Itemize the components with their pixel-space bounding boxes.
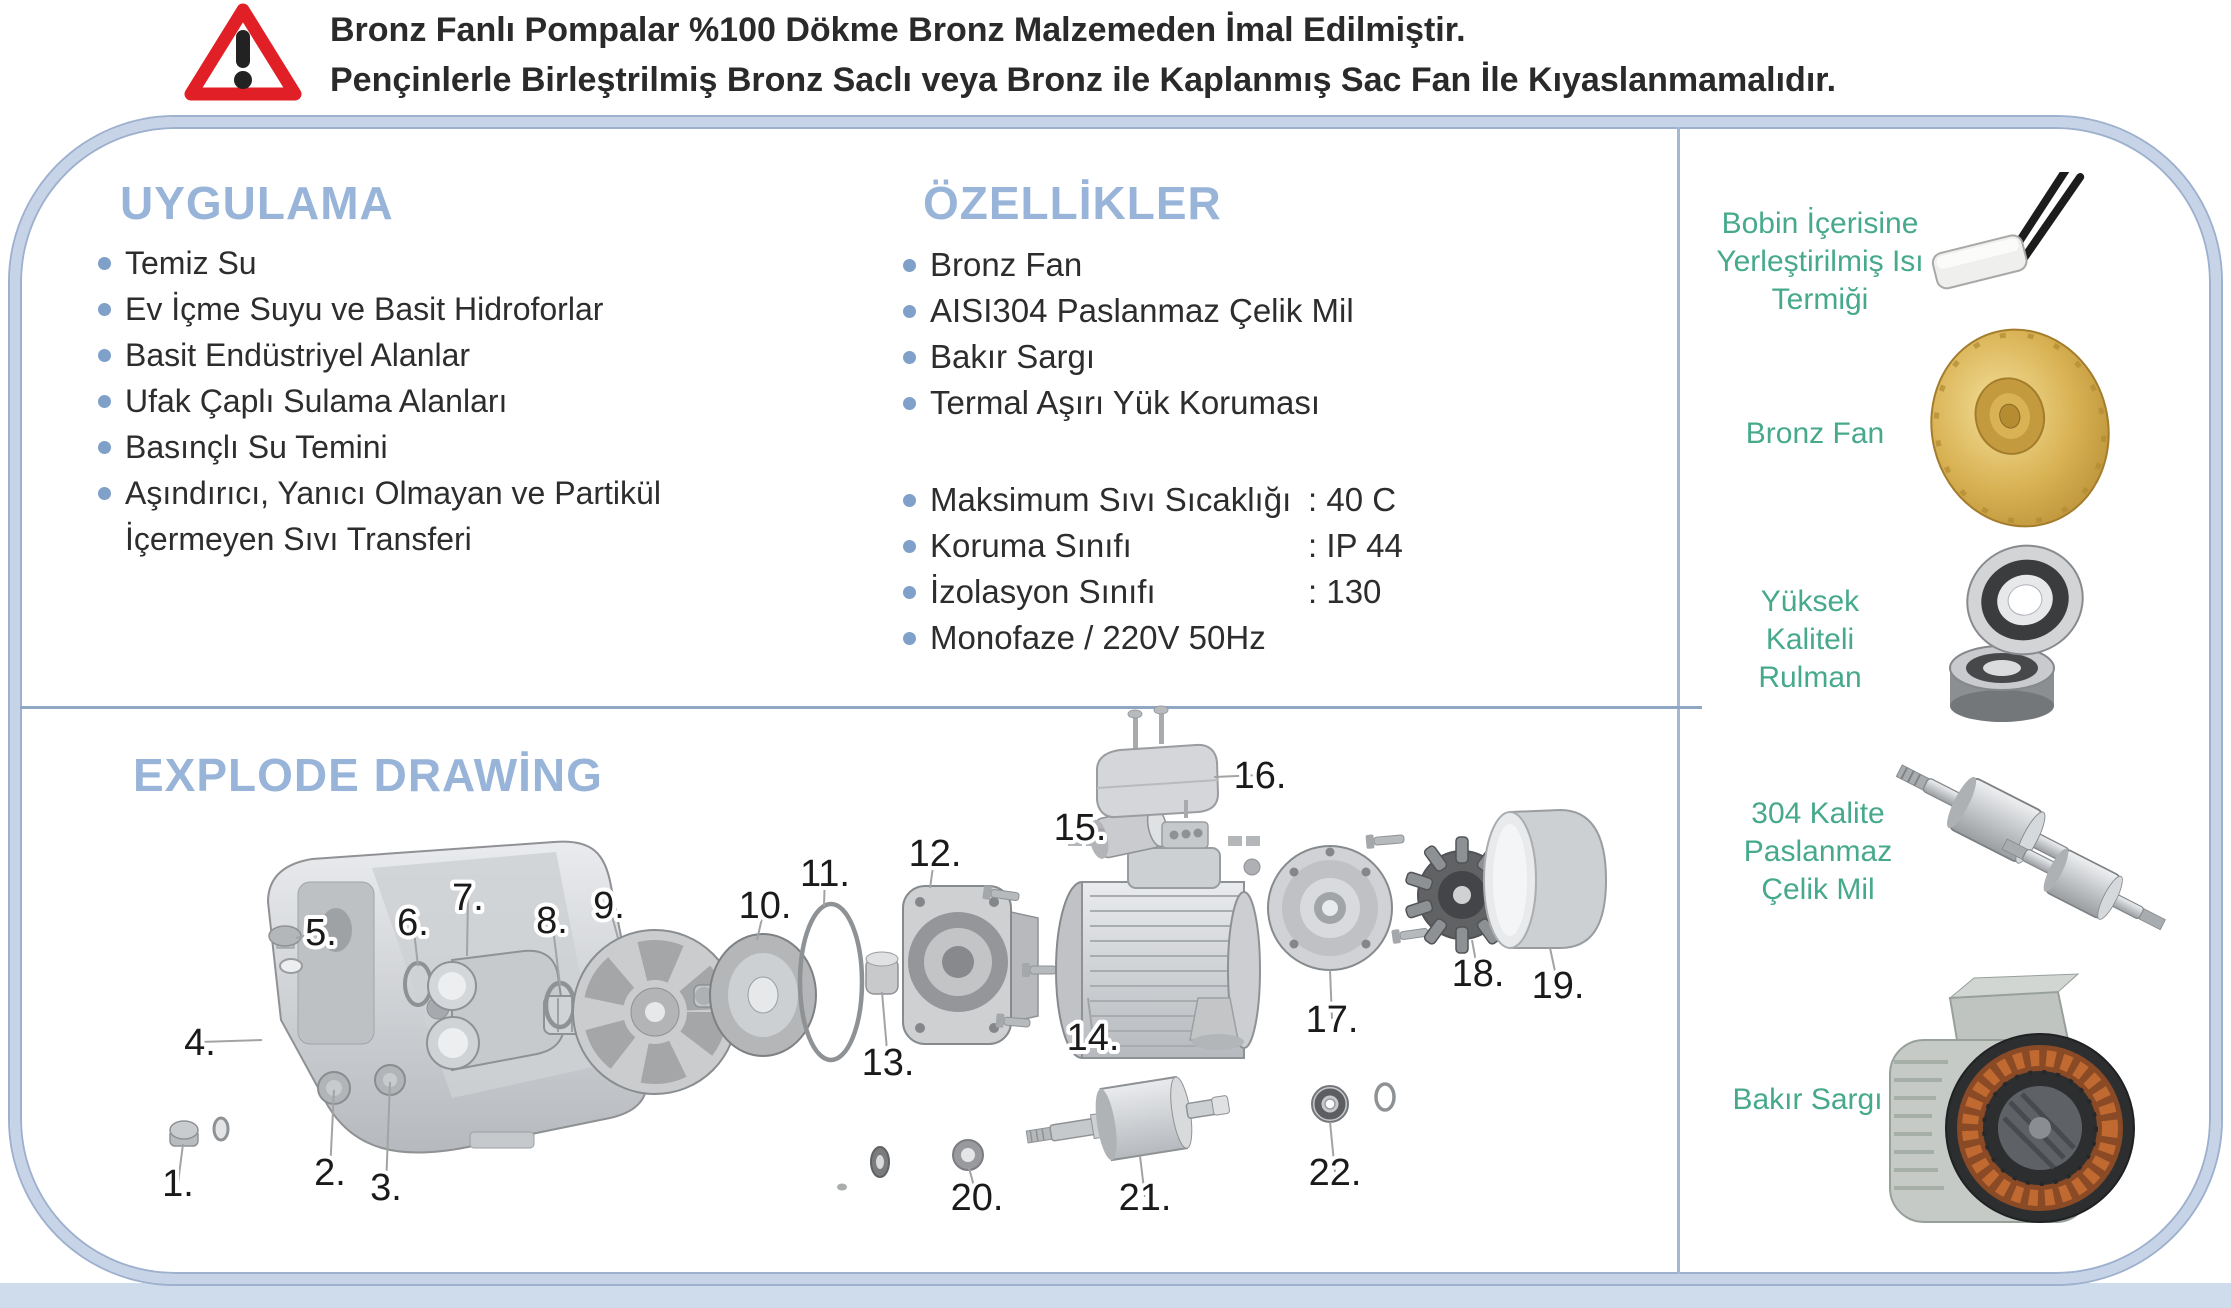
list-item: Bronz Fan [903, 242, 1583, 288]
warning-line-1: Bronz Fanlı Pompalar %100 Dökme Bronz Malzemeden İmal Edilmiştir. [330, 11, 1466, 49]
list-item: Aşındırıcı, Yanıcı Olmayan ve Partikül İçermeyen Sıvı Transferi [98, 470, 758, 562]
ball-bearings-image [1940, 538, 2100, 738]
sidebar-label-copper: Bakır Sargı [1732, 1083, 1883, 1116]
bronze-impeller-image [1925, 322, 2115, 534]
specs-list [903, 477, 1603, 661]
list-item: Temiz Su [98, 240, 758, 286]
bullet-icon [98, 395, 111, 408]
spec-row: Maksimum Sıvı Sıcaklığı : 40 C [903, 477, 1603, 523]
part-plug-1 [170, 1118, 228, 1146]
part-number-label: 5. [305, 912, 337, 954]
spec-row: Koruma Sınıfı : IP 44 [903, 523, 1603, 569]
part-number-label: 7. [452, 877, 484, 919]
warning-triangle-icon [183, 2, 303, 102]
bullet-icon [98, 303, 111, 316]
list-item: Termal Aşırı Yük Koruması [903, 380, 1583, 426]
part-number-label: 11. [799, 853, 851, 895]
bullet-icon [98, 487, 111, 500]
part-number-label: 14. [1066, 1017, 1120, 1059]
part-number-label: 17. [1305, 999, 1359, 1041]
part-number-label: 22. [1308, 1152, 1362, 1194]
part-number-label: 8. [536, 900, 568, 942]
bullet-icon [98, 257, 111, 270]
part-endbell-17 [1268, 846, 1392, 970]
part-number-label: 10. [738, 885, 792, 927]
bullet-icon [903, 351, 916, 364]
bullet-icon [903, 632, 916, 645]
list-item: Ev İçme Suyu ve Basit Hidroforlar [98, 286, 758, 332]
sidebar-label-bronze-fan: Bronz Fan [1745, 417, 1885, 450]
part-number-label: 21. [1118, 1177, 1172, 1219]
bullet-icon [903, 586, 916, 599]
sidebar-label-thermal: Bobin İçerisine Yerleştirilmiş Isı Termiği [1716, 207, 1924, 316]
part-seal-20 [953, 1140, 983, 1170]
part-number-label: 13. [861, 1042, 915, 1084]
part-number-label: 6. [397, 902, 429, 944]
bullet-icon [98, 441, 111, 454]
bullet-icon [903, 397, 916, 410]
warning-text [330, 5, 2210, 105]
list-item: Basit Endüstriyel Alanlar [98, 332, 758, 378]
stainless-steel-shafts-image [1878, 752, 2168, 952]
part-number-label: 1. [162, 1163, 194, 1205]
bullet-icon [903, 494, 916, 507]
copper-winding-stator-image [1878, 962, 2148, 1232]
list-item: Basınçlı Su Temini [98, 424, 758, 470]
part-number-label: 3. [370, 1167, 402, 1209]
uygulama-title: UYGULAMA [120, 177, 394, 229]
ozellikler-title: ÖZELLİKLER [923, 177, 1222, 229]
part-number-label: 16. [1233, 755, 1287, 797]
part-number-label: 20. [950, 1177, 1004, 1219]
part-number-label: 12. [908, 833, 962, 875]
explode-title: EXPLODE DRAWİNG [133, 749, 603, 801]
part-number-label: 19. [1531, 965, 1585, 1007]
warning-line-2: Pençinlerle Birleştrilmiş Bronz Saclı veya Bronz ile Kaplanmış Sac Fan İle Kıyaslanmamalıdır. [330, 61, 1837, 99]
part-number-label: 4. [184, 1022, 216, 1064]
part-number-label: 15. [1053, 807, 1107, 849]
sidebar-label-shaft: 304 Kalite Paslanmaz Çelik Mil [1743, 797, 1893, 906]
part-number-label: 18. [1451, 953, 1505, 995]
part-bearing-22 [1312, 1084, 1394, 1122]
thermal-protector-image [1925, 172, 2100, 302]
part-number-label: 2. [314, 1152, 346, 1194]
list-item: Ufak Çaplı Sulama Alanları [98, 378, 758, 424]
sidebar-label-bearing: Yüksek Kaliteli Rulman [1758, 585, 1862, 694]
features-list [903, 242, 1583, 426]
list-item: Bakır Sargı [903, 334, 1583, 380]
spec-row: Monofaze / 220V 50Hz [903, 615, 1603, 661]
uygulama-list [98, 240, 758, 562]
list-item: AISI304 Paslanmaz Çelik Mil [903, 288, 1583, 334]
bullet-icon [903, 305, 916, 318]
bullet-icon [98, 349, 111, 362]
bullet-icon [903, 540, 916, 553]
part-fan-cover-19 [1484, 810, 1606, 948]
part-rotor-21 [1022, 1070, 1235, 1173]
part-number-label: 9. [593, 885, 625, 927]
spec-row: İzolasyon Sınıfı : 130 [903, 569, 1603, 615]
bullet-icon [903, 259, 916, 272]
